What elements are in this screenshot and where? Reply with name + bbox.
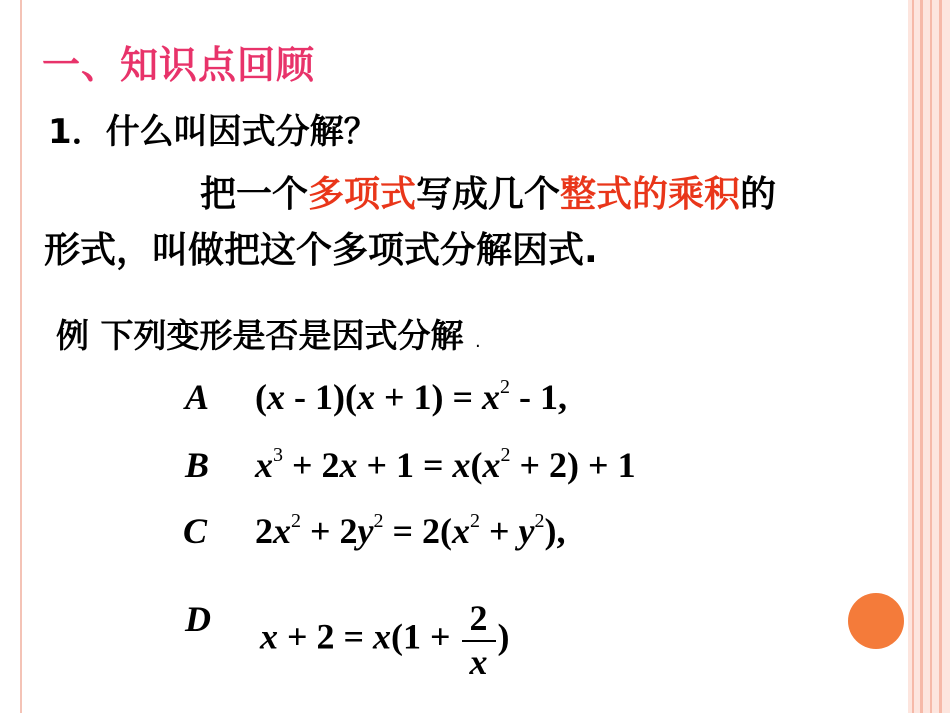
question-text: 1．什么叫因式分解？ [48, 112, 378, 152]
option-label: D [185, 599, 211, 639]
stripe [939, 0, 942, 713]
option-label: C [183, 511, 208, 551]
fraction: $\frac{2}{x}$ [462, 598, 496, 682]
example-text: 例 下列变形是否是因式分解 [56, 316, 464, 355]
left-border-line [20, 0, 22, 713]
option-formula: $2x^2 + 2y^2 = 2(x^2 + y^2)$, [255, 510, 566, 551]
option-label: B [185, 445, 210, 485]
option-label: A [185, 377, 210, 417]
highlight-polynomial: 多项式 [308, 174, 417, 215]
definition-text: 把一个 [200, 174, 309, 215]
stripe [912, 0, 914, 713]
definition-line-2: 形式，叫做把这个多项式分解因式. [44, 230, 598, 271]
right-decorative-stripes [908, 0, 950, 713]
highlight-product: 整式的乘积 [560, 174, 741, 215]
option-formula: $x^3 + 2x + 1 = x(x^2 + 2) + 1$ [255, 444, 636, 485]
example-prompt [56, 310, 481, 357]
option-formula: $(x - 1)(x + 1) = x^2 - 1$, [255, 376, 567, 417]
stripe [930, 0, 932, 713]
definition-text: 写成几个 [416, 174, 561, 215]
decorative-circle [848, 593, 904, 649]
definition-text: 的 [740, 174, 777, 215]
stripe [920, 0, 923, 713]
definition-line-1 [200, 166, 776, 217]
example-dot: . [475, 331, 481, 352]
option-formula: x + 2 = x(1 + $\frac{2}{x}$ ) [260, 598, 510, 682]
section-heading: 一、知识点回顾 [42, 43, 316, 87]
